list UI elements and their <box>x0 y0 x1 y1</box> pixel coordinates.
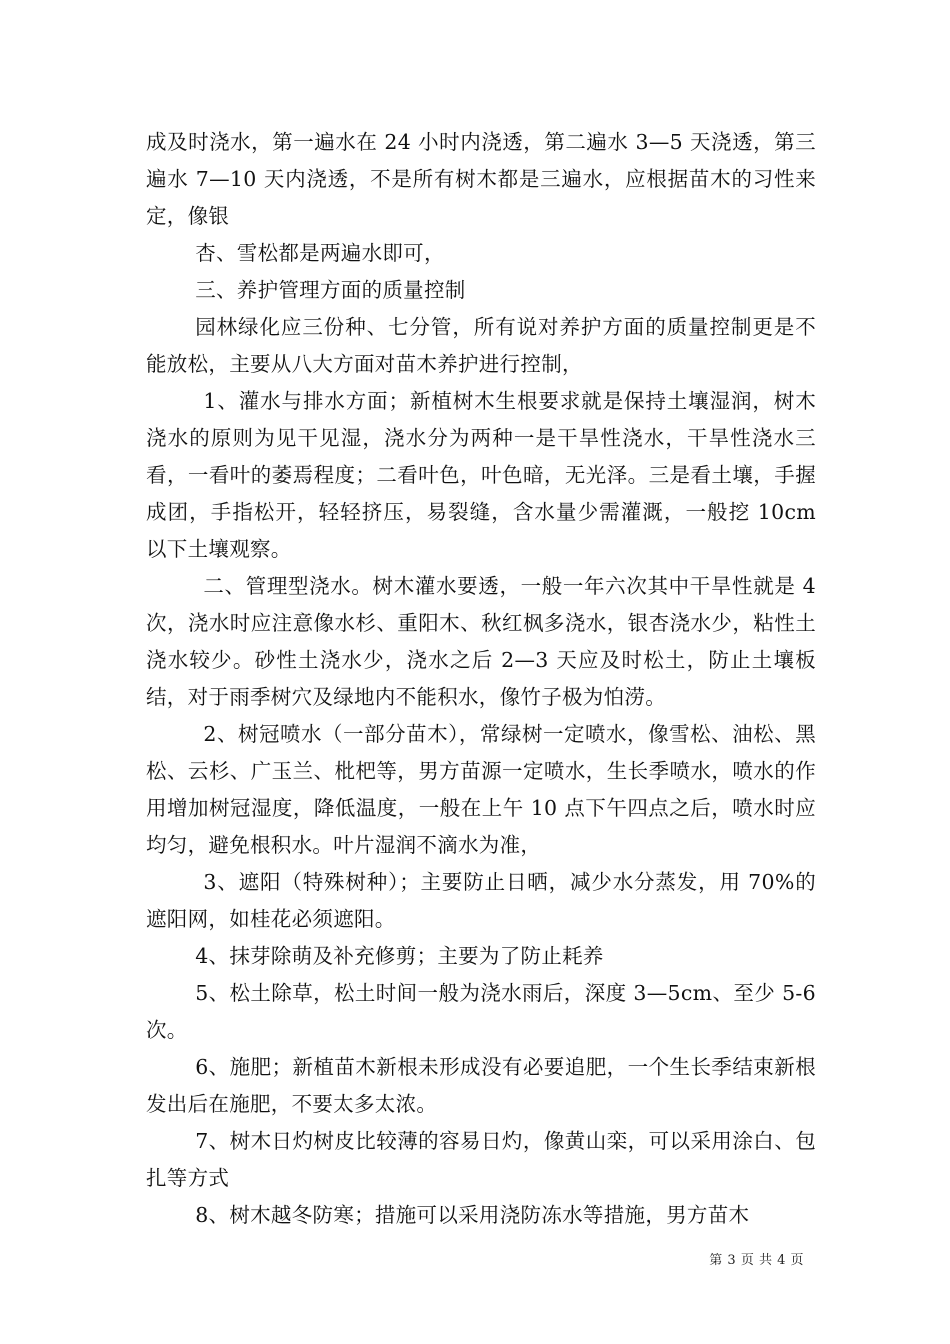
paragraph: 1、灌水与排水方面；新植树木生根要求就是保持土壤湿润，树木浇水的原则为见干见湿，浇水分为两种一是干旱性浇水，干旱性浇水三看，一看叶的萎焉程度；二看叶色，叶色暗，无光泽。三是看土壤，手握成团，手指松开，轻轻挤压，易裂缝，含水量少需灌溉，一般挖 10cm 以下土壤观察。 <box>146 389 816 561</box>
paragraph: 6、施肥；新植苗木新根未形成没有必要追肥，一个生长季结束新根发出后在施肥，不要太多太浓。 <box>146 1055 816 1116</box>
section-heading: 三、养护管理方面的质量控制 <box>195 278 466 302</box>
paragraph: 3、遮阳（特殊树种）；主要防止日晒，减少水分蒸发，用 70%的遮阳网，如桂花必须遮阳。 <box>146 870 816 931</box>
document-body <box>146 124 816 1234</box>
paragraph: 4、抹芽除萌及补充修剪；主要为了防止耗养 <box>195 944 604 968</box>
page-number: 第 3 页 共 4 页 <box>709 1253 804 1268</box>
paragraph: 成及时浇水，第一遍水在 24 小时内浇透，第二遍水 3—5 天浇透，第三遍水 7—10 天内浇透，不是所有树木都是三遍水，应根据苗木的习性来定，像银 <box>146 130 816 228</box>
paragraph: 2、树冠喷水（一部分苗木），常绿树一定喷水，像雪松、油松、黑松、云杉、广玉兰、枇杷等，男方苗源一定喷水，生长季喷水，喷水的作用增加树冠湿度，降低温度，一般在上午 10 点下午四点之后，喷水时应均匀，避免根积水。叶片湿润不滴水为准， <box>146 722 816 857</box>
paragraph: 园林绿化应三份种、七分管，所有说对养护方面的质量控制更是不能放松，主要从八大方面对苗木养护进行控制， <box>146 315 816 376</box>
paragraph: 杏、雪松都是两遍水即可， <box>195 241 445 265</box>
paragraph: 7、树木日灼树皮比较薄的容易日灼，像黄山栾，可以采用涂白、包扎等方式 <box>146 1129 816 1190</box>
paragraph: 二、管理型浇水。树木灌水要透，一般一年六次其中干旱性就是 4 次，浇水时应注意像水杉、重阳木、秋红枫多浇水，银杏浇水少，粘性土浇水较少。砂性土浇水少，浇水之后 2—3 天应及时松土，防止土壤板结，对于雨季树穴及绿地内不能积水，像竹子极为怕涝。 <box>146 574 816 709</box>
paragraph: 8、树木越冬防寒；措施可以采用浇防冻水等措施，男方苗木 <box>195 1203 750 1227</box>
paragraph: 5、松土除草，松土时间一般为浇水雨后，深度 3—5cm、至少 5-6 次。 <box>146 981 816 1042</box>
